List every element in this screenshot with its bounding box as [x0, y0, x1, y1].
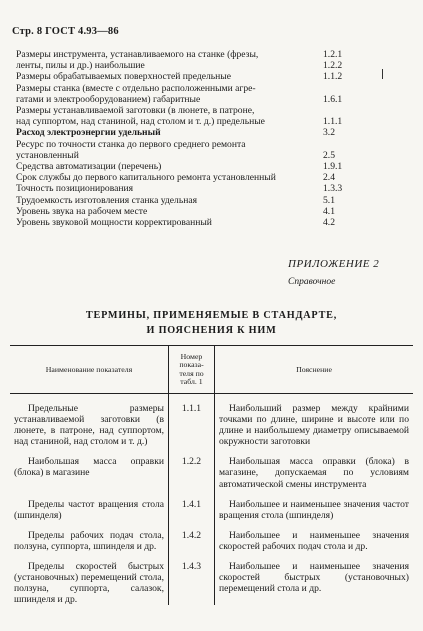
appendix-label-block: [288, 258, 398, 287]
index-item-code: [321, 139, 361, 150]
index-item-code: [321, 105, 361, 116]
table-row: [10, 403, 413, 447]
index-item-code: [321, 83, 361, 94]
index-item-text: Уровень звука на рабочем месте: [16, 205, 148, 217]
index-item-code: 3.2: [323, 127, 335, 139]
index-item-text: Трудоемкость изготовления станка удельная: [16, 194, 198, 206]
index-item-text: Точность позиционирования: [16, 183, 134, 195]
index-item-code: 1.6.1: [323, 93, 343, 105]
term-number: 1.2.2: [169, 456, 215, 489]
index-list-item: [16, 172, 361, 183]
column-header-number: Номер показа- теля по табл. 1: [169, 346, 215, 394]
index-list-item: [16, 94, 361, 105]
index-list-item: [16, 83, 361, 94]
index-item-text: установленный: [16, 149, 79, 161]
index-list-item: [16, 161, 361, 172]
index-list-item: [16, 139, 361, 150]
index-item-text: ленты, пилы и др.) наибольшие: [16, 60, 145, 72]
index-item-text: Размеры станка (вместе с отдельно расположенными агре-: [16, 82, 256, 94]
index-list-item: [16, 116, 361, 127]
index-item-code: 2.4: [323, 172, 335, 184]
table-row: [10, 561, 413, 605]
term-number: 1.1.1: [169, 403, 215, 447]
term-name: Наибольшая масса оправки (блока) в магазине: [10, 456, 169, 489]
table-row: [10, 499, 413, 521]
index-item-text: гатами и электрооборудованием) габаритные: [16, 93, 201, 105]
index-item-text: Расход электроэнергии удельный: [16, 127, 161, 139]
index-item-text: Срок службы до первого капитального ремонта установленный: [16, 172, 276, 184]
index-item-code: 4.2: [323, 217, 335, 229]
term-number: 1.4.1: [169, 499, 215, 521]
index-item-code: 4.1: [323, 205, 335, 217]
index-item-code: 5.1: [323, 194, 335, 206]
terms-table: [10, 345, 413, 605]
page-header: Стр. 8 ГОСТ 4.93—86: [12, 26, 119, 37]
index-list-item: [16, 150, 361, 161]
column-header-explanation: Пояснение: [215, 346, 414, 394]
term-explanation: Наибольшее и наименьшее значения скоростей быстрых (установочных) перемещений стола и др.: [219, 561, 409, 595]
section-title-line2: И ПОЯСНЕНИЯ К НИМ: [146, 325, 277, 336]
term-explanation: Наибольшее и наименьшее значения частот вращения стола (шпинделя): [219, 498, 409, 521]
index-list: [16, 49, 361, 228]
term-number: 1.4.2: [169, 530, 215, 552]
index-item-code: 1.1.1: [323, 116, 343, 128]
index-list-item: [16, 206, 361, 217]
index-item-text: Размеры инструмента, устанавливаемого на станке (фрезы,: [16, 49, 259, 60]
column-header-name: Наименование показателя: [10, 346, 169, 394]
index-item-text: Размеры обрабатываемых поверхностей предельные: [16, 71, 231, 83]
index-list-item: [16, 183, 361, 194]
index-item-code: 1.9.1: [323, 161, 343, 173]
index-item-code: 1.3.3: [323, 183, 343, 195]
index-item-code: 1.1.2: [323, 71, 343, 83]
term-name: Предельные размеры устанавливаемой заготовки (в люнете, в патроне, над суппортом, над станиной, над столом и т. д.): [10, 403, 169, 447]
index-list-item: [16, 60, 361, 71]
index-item-code: 1.2.2: [323, 60, 343, 72]
index-list-item: [16, 217, 361, 228]
index-item-code: 1.2.1: [323, 49, 343, 60]
term-explanation: Наибольшее и наименьшее значения скоростей рабочих подач стола и др.: [219, 529, 409, 552]
term-name: Пределы частот вращения стола (шпинделя): [10, 499, 169, 521]
appendix-note: Справочное: [288, 277, 336, 287]
index-item-text: Ресурс по точности станка до первого среднего ремонта: [16, 138, 246, 150]
index-item-text: Уровень звуковой мощности корректированный: [16, 217, 212, 229]
index-item-code: 2.5: [323, 149, 335, 161]
margin-mark: [382, 69, 383, 79]
index-list-item: [16, 71, 361, 82]
table-row: [10, 456, 413, 489]
index-list-item: [16, 105, 361, 116]
term-name: Пределы рабочих подач стола, ползуна, суппорта, шпинделя и др.: [10, 530, 169, 552]
index-item-text: Размеры устанавливаемой заготовки (в люнете, в патроне,: [16, 105, 255, 117]
index-list-item: [16, 195, 361, 206]
index-item-text: Средства автоматизации (перечень): [16, 161, 162, 173]
index-item-text: над суппортом, над станиной, над столом и т. д.) предельные: [16, 116, 265, 128]
section-title-line1: ТЕРМИНЫ, ПРИМЕНЯЕМЫЕ В СТАНДАРТЕ,: [85, 310, 338, 321]
term-name: Пределы скоростей быстрых (установочных) перемещений стола, ползуна, суппорта, салазок, шпинделя и др.: [10, 561, 169, 605]
appendix-label: ПРИЛОЖЕНИЕ 2: [288, 258, 380, 270]
term-explanation: Наибольшая масса оправки (блока) в магазине, допускаемая по условиям автоматической смены инструмента: [219, 456, 409, 490]
table-row: [10, 530, 413, 552]
term-explanation: Наибольший размер между крайними точками по длине, ширине и высоте или по длине и наибольшему диаметру описываемой окружности заготовки: [219, 403, 409, 448]
index-list-item: [16, 49, 361, 60]
term-number: 1.4.3: [169, 561, 215, 605]
index-list-item: [16, 127, 361, 138]
